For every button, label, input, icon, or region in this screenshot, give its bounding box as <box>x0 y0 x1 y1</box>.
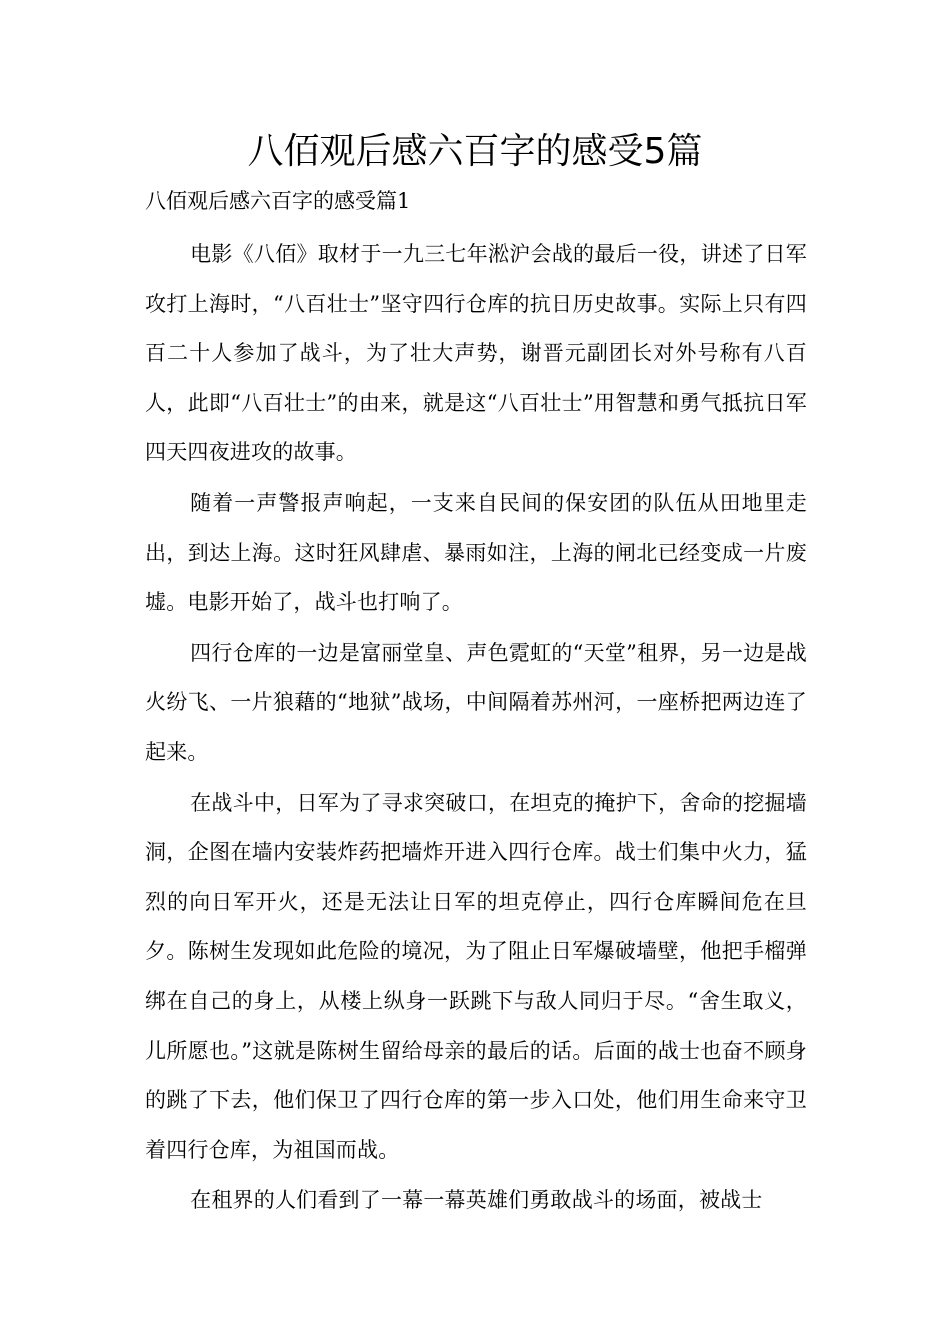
paragraph: 四行仓库的一边是富丽堂皇、声色霓虹的“天堂”租界，另一边是战火纷飞、一片狼藉的“地狱”战场，中间隔着苏州河，一座桥把两边连了起来。 <box>145 640 807 764</box>
paragraph: 随着一声警报声响起，一支来自民间的保安团的队伍从田地里走出，到达上海。这时狂风肆虐、暴雨如注，上海的闸北已经变成一片废墟。电影开始了，战斗也打响了。 <box>145 490 807 615</box>
paragraph: 在租界的人们看到了一幕一幕英雄们勇敢战斗的场面，被战士 <box>190 1188 763 1213</box>
section-heading: 八佰观后感六百字的感受篇1 <box>145 189 411 213</box>
paragraph: 在战斗中，日军为了寻求突破口，在坦克的掩护下，舍命的挖掘墙洞，企图在墙内安装炸药把墙炸开进入四行仓库。战士们集中火力，猛烈的向日军开火，还是无法让日军的坦克停止，四行仓库瞬间危在旦夕。陈树生发现如此危险的境况，为了阻止日军爆破墙壁，他把手榴弹绑在自己的身上，从楼上纵身一跃跳下与敌人同归于尽。“舍生取义，儿所愿也。”这就是陈树生留给母亲的最后的话。后面的战士也奋不顾身的跳了下去，他们保卫了四行仓库的第一步入口处，他们用生命来守卫着四行仓库，为祖国而战。 <box>145 790 807 1162</box>
paragraph: 电影《八佰》取材于一九三七年淞沪会战的最后一役，讲述了日军攻打上海时，“八百壮士”坚守四行仓库的抗日历史故事。实际上只有四百二十人参加了战斗，为了壮大声势，谢晋元副团长对外号称有八百人，此即“八百壮士”的由来，就是这“八百壮士”用智慧和勇气抵抗日军四天四夜进攻的故事。 <box>145 242 807 465</box>
document-body <box>145 230 807 1227</box>
document-title: 八佰观后感六百字的感受5篇 <box>247 131 703 172</box>
